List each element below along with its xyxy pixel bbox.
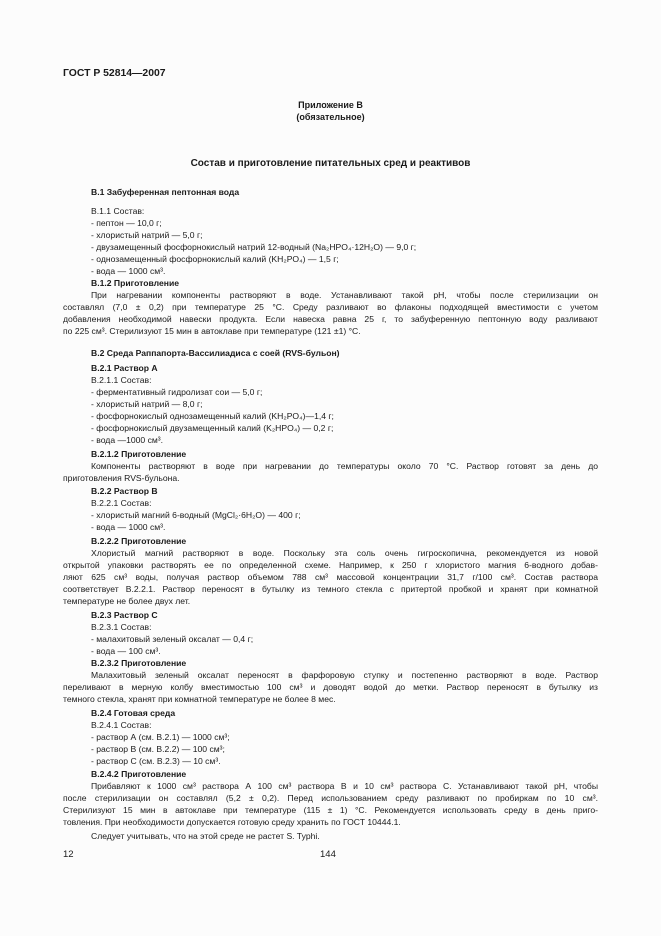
body-line: В.2.1.1 Состав: — [91, 375, 152, 385]
document-header: ГОСТ Р 52814—2007 — [63, 68, 166, 79]
body-line: - пептон — 10,0 г; — [91, 218, 162, 228]
body-line: В.2.2.1 Состав: — [91, 498, 152, 508]
section-heading: В.2.1 Раствор А — [91, 363, 158, 373]
body-line: переливают в мерную колбу вместимостью 100 см³ и доводят водой до метки. Раствор переносят в бутылку из — [63, 682, 598, 692]
page-number-center: 144 — [320, 849, 336, 860]
section-heading: В.1.2 Приготовление — [91, 278, 180, 288]
body-line: - раствор В (см. В.2.2) — 100 см³; — [91, 744, 225, 754]
body-line: соответствует В.2.2.1. Раствор переносят в бутылку из темного стекла с притертой пробкой и хранят при комнатной — [63, 584, 598, 594]
body-line: В.1.1 Состав: — [91, 206, 145, 216]
section-heading: B.1 Забуференная пептонная вода — [91, 187, 240, 197]
body-line: темного стекла, хранят при комнатной температуре не более 8 мес. — [63, 694, 336, 704]
body-line: приготовления RVS-бульона. — [63, 473, 180, 483]
section-heading: В.2.4 Готовая среда — [91, 708, 176, 718]
section-heading: В.2.2.2 Приготовление — [91, 536, 187, 546]
body-line: - фосфорнокислый однозамещенный калий (KH₂PO₄)—1,4 г; — [91, 411, 334, 421]
body-line: составлял (7,0 ± 0,2) при температуре 25 °С. Среду разливают во флаконы подходящей вместимости с учетом — [63, 302, 598, 312]
body-line: температуре не более двух лет. — [63, 596, 191, 606]
section-heading: B.2 Среда Раппапорта-Вассилиадиса с соей (RVS-бульон) — [91, 348, 340, 358]
body-line: - раствор А (см. В.2.1) — 1000 см³; — [91, 732, 230, 742]
body-line: по 225 см³. Стерилизуют 15 мин в автоклаве при температуре (121 ±1) °С. — [63, 326, 361, 336]
body-line: - вода —1000 см³. — [91, 435, 164, 445]
body-line: Стерилизуют 15 мин в автоклаве при температуре (115 ± 1) °С. Рекомендуется использовать среду в день приго- — [63, 805, 598, 815]
body-line: Прибавляют к 1000 см³ раствора А 100 см³ раствора В и 10 см³ раствора С. Устанавливают такой pH, чтобы — [91, 781, 598, 791]
body-line: - хлористый натрий — 5,0 г; — [91, 230, 203, 240]
body-line: - вода — 1000 см³. — [91, 522, 166, 532]
body-line: При нагревании компоненты растворяют в воде. Устанавливают такой pH, чтобы после стерилизации он — [91, 290, 598, 300]
body-line: - ферментативный гидролизат сои — 5,0 г; — [91, 387, 263, 397]
body-line: ляют 625 см³ воды, получая раствор объемом 788 см³ массовой концентрации 31,7 г/100 см³. Состав раствора — [63, 572, 598, 582]
section-title: Состав и приготовление питательных сред и реактивов — [190, 158, 471, 169]
section-heading: В.2.4.2 Приготовление — [91, 769, 187, 779]
body-line: Хлористый магний растворяют в воде. Поскольку эта соль очень гигроскопична, рекомендуется из новой — [91, 548, 598, 558]
appendix-title: Приложение В — [298, 100, 363, 110]
body-line: - двузамещенный фосфорнокислый натрий 12-водный (Na₂HPO₄·12H₂O) — 9,0 г; — [91, 242, 417, 252]
body-line: - хлористый натрий — 8,0 г; — [91, 399, 203, 409]
body-line: добавления необходимой навески продукта. Если навеска равна 25 г, то забуференную пептонную воду разливают — [63, 314, 598, 324]
body-line: Компоненты растворяют в воде при нагревании до температуры около 70 °С. Раствор готовят за день до — [91, 461, 598, 471]
body-line: Следует учитывать, что на этой среде не растет S. Typhi. — [91, 831, 320, 841]
body-line: - раствор С (см. В.2.3) — 10 см³. — [91, 756, 221, 766]
section-heading: В.2.1.2 Приготовление — [91, 449, 187, 459]
section-heading: В.2.3 Раствор С — [91, 610, 158, 620]
body-line: после стерилизации он составлял (5,2 ± 0,2). Перед использованием среду разливают по пробиркам по 10 см³. — [63, 793, 598, 803]
page-number-left: 12 — [63, 849, 74, 860]
body-line: - хлористый магний 6-водный (MgCl₂·6H₂O) — 400 г; — [91, 510, 301, 520]
appendix-status: (обязательное) — [296, 112, 365, 122]
body-line: товления. При необходимости допускается готовую среду хранить по ГОСТ 10444.1. — [63, 817, 401, 827]
body-line: открытой упаковки растворять ее по определенной схеме. Например, к 250 г хлористого магния 6-водного добав- — [63, 560, 598, 570]
body-line: - фосфорнокислый двузамещенный калий (K₂HPO₄) — 0,2 г; — [91, 423, 334, 433]
body-line: - однозамещенный фосфорнокислый калий (KH₂PO₄) — 1,5 г; — [91, 254, 339, 264]
body-line: В.2.4.1 Состав: — [91, 720, 152, 730]
body-line: В.2.3.1 Состав: — [91, 622, 152, 632]
section-heading: В.2.2 Раствор В — [91, 486, 158, 496]
section-heading: В.2.3.2 Приготовление — [91, 658, 187, 668]
body-line: - вода — 1000 см³. — [91, 266, 166, 276]
body-line: - малахитовый зеленый оксалат — 0,4 г; — [91, 634, 254, 644]
body-line: Малахитовый зеленый оксалат переносят в фарфоровую ступку и постепенно растворяют в воде. Раствор — [91, 670, 598, 680]
body-line: - вода — 100 см³. — [91, 646, 161, 656]
